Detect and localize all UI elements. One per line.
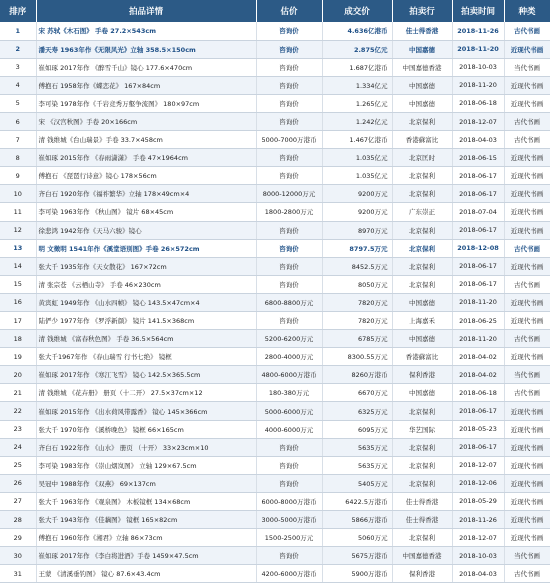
cell-auction-house: 北京保利 (392, 474, 452, 492)
cell-category: 近现代书画 (504, 167, 550, 185)
cell-estimate: 1500-2500万元 (256, 529, 322, 547)
table-row (0, 94, 550, 112)
cell-rank: 16 (0, 293, 36, 311)
cell-auction-house: 北京保利 (392, 456, 452, 474)
cell-category: 近现代书画 (504, 312, 550, 330)
cell-auction-date: 2018-11-20 (452, 293, 504, 311)
cell-category: 古代书画 (504, 239, 550, 257)
table-row (0, 438, 550, 456)
cell-auction-date: 2018-11-26 (452, 22, 504, 40)
cell-auction-house: 华艺国际 (392, 420, 452, 438)
cell-auction-date: 2018-12-07 (452, 529, 504, 547)
cell-auction-house: 北京保利 (392, 185, 452, 203)
header-price: 成交价 (322, 0, 392, 22)
cell-estimate: 咨询价 (256, 76, 322, 94)
cell-detail: 张大千 1963年作 《观泉图》 木板镜框 134×68cm (36, 492, 256, 510)
cell-rank: 4 (0, 76, 36, 94)
cell-rank: 3 (0, 58, 36, 76)
cell-detail: 张大千 1935年作《天女散花》 167×72cm (36, 257, 256, 275)
cell-estimate: 8000-12000万元 (256, 185, 322, 203)
cell-auction-date: 2018-04-03 (452, 131, 504, 149)
cell-price: 8300.55万元 (322, 348, 392, 366)
cell-price: 2.875亿元 (322, 40, 392, 58)
table-row (0, 58, 550, 76)
table-row (0, 565, 550, 583)
cell-category: 近现代书画 (504, 257, 550, 275)
header-estimate: 估价 (256, 0, 322, 22)
cell-estimate: 咨询价 (256, 275, 322, 293)
header-auction-house: 拍卖行 (392, 0, 452, 22)
cell-rank: 18 (0, 330, 36, 348)
cell-estimate: 4000-6000万元 (256, 420, 322, 438)
cell-price: 6422.5万港币 (322, 492, 392, 510)
cell-category: 当代书画 (504, 366, 550, 384)
cell-estimate: 咨询价 (256, 149, 322, 167)
cell-category: 近现代书画 (504, 474, 550, 492)
cell-auction-house: 北京保利 (392, 402, 452, 420)
cell-price: 5635万元 (322, 438, 392, 456)
header-row (0, 0, 550, 22)
cell-auction-house: 中国嘉德 (392, 293, 452, 311)
cell-estimate: 6800-8800万元 (256, 293, 322, 311)
cell-detail: 黄宾虹 1949年作 《山水四帧》 镜心 143.5×47cm×4 (36, 293, 256, 311)
cell-rank: 28 (0, 511, 36, 529)
cell-auction-house: 保利香港 (392, 565, 452, 583)
cell-estimate: 咨询价 (256, 221, 322, 239)
cell-rank: 21 (0, 384, 36, 402)
cell-auction-date: 2018-12-08 (452, 239, 504, 257)
cell-rank: 2 (0, 40, 36, 58)
cell-auction-house: 中国嘉德 (392, 76, 452, 94)
table-row (0, 203, 550, 221)
cell-estimate: 咨询价 (256, 58, 322, 76)
cell-auction-date: 2018-11-26 (452, 511, 504, 529)
cell-estimate: 咨询价 (256, 239, 322, 257)
table-row (0, 149, 550, 167)
cell-auction-date: 2018-05-23 (452, 420, 504, 438)
cell-rank: 13 (0, 239, 36, 257)
cell-detail: 明 文徵明 1541年作《溪堂语別图》手卷 26×572cm (36, 239, 256, 257)
cell-estimate: 咨询价 (256, 456, 322, 474)
cell-auction-date: 2018-11-20 (452, 76, 504, 94)
cell-auction-date: 2018-06-17 (452, 185, 504, 203)
cell-rank: 7 (0, 131, 36, 149)
table-row (0, 257, 550, 275)
cell-auction-house: 北京保利 (392, 257, 452, 275)
cell-category: 近现代书画 (504, 456, 550, 474)
table-header (0, 0, 550, 22)
cell-detail: 傅抱石 1958年作《蝶恋花》 167×84cm (36, 76, 256, 94)
cell-price: 5866万港币 (322, 511, 392, 529)
cell-detail: 崔如琢 2015年作 《出水荷风带露香》 镜心 145×366cm (36, 402, 256, 420)
cell-auction-date: 2018-10-03 (452, 547, 504, 565)
cell-category: 近现代书画 (504, 492, 550, 510)
cell-auction-date: 2018-06-25 (452, 312, 504, 330)
cell-detail: 宋 《汉宫秋图》手卷 20×166cm (36, 112, 256, 130)
cell-detail: 清 张宗苍 《云栖山寺》 手卷 46×230cm (36, 275, 256, 293)
cell-rank: 5 (0, 94, 36, 112)
cell-auction-house: 中国嘉德 (392, 384, 452, 402)
cell-estimate: 180-380万元 (256, 384, 322, 402)
cell-price: 8050万元 (322, 275, 392, 293)
cell-price: 8260万港币 (322, 366, 392, 384)
cell-category: 近现代书画 (504, 203, 550, 221)
cell-detail: 傅抱石 1960年作《湘君》立轴 86×73cm (36, 529, 256, 547)
table-row (0, 275, 550, 293)
cell-price: 6325万元 (322, 402, 392, 420)
cell-price: 9200万元 (322, 203, 392, 221)
cell-auction-house: 佳士得香港 (392, 492, 452, 510)
cell-detail: 潘天寿 1963年作《无限风光》立轴 358.5×150cm (36, 40, 256, 58)
cell-auction-date: 2018-12-06 (452, 474, 504, 492)
cell-price: 8452.5万元 (322, 257, 392, 275)
cell-auction-house: 保利香港 (392, 366, 452, 384)
cell-detail: 崔如琢 2015年作 《春雨潇潇》 手卷 47×1964cm (36, 149, 256, 167)
cell-auction-house: 香港蘇富比 (392, 131, 452, 149)
table-row (0, 239, 550, 257)
cell-auction-house: 香港蘇富比 (392, 348, 452, 366)
table-row (0, 112, 550, 130)
cell-detail: 宋 苏轼《木石图》 手卷 27.2×543cm (36, 22, 256, 40)
cell-category: 古代书画 (504, 112, 550, 130)
cell-auction-date: 2018-04-02 (452, 348, 504, 366)
header-rank: 排序 (0, 0, 36, 22)
cell-auction-house: 北京保利 (392, 438, 452, 456)
cell-price: 1.467亿港币 (322, 131, 392, 149)
cell-price: 6095万元 (322, 420, 392, 438)
cell-category: 古代书画 (504, 384, 550, 402)
table-row (0, 384, 550, 402)
table-row (0, 402, 550, 420)
cell-estimate: 4800-6000万港币 (256, 366, 322, 384)
cell-category: 近现代书画 (504, 94, 550, 112)
header-auction-date: 拍卖时间 (452, 0, 504, 22)
header-detail: 拍品详情 (36, 0, 256, 22)
cell-category: 古代书画 (504, 131, 550, 149)
cell-auction-date: 2018-06-15 (452, 149, 504, 167)
cell-auction-date: 2018-04-02 (452, 366, 504, 384)
cell-estimate: 2800-4000万元 (256, 348, 322, 366)
cell-price: 6785万元 (322, 330, 392, 348)
cell-category: 近现代书画 (504, 511, 550, 529)
table-row (0, 511, 550, 529)
cell-detail: 清 钱维城 《富春秋色图》 手卷 36.5×564cm (36, 330, 256, 348)
table-body (0, 22, 550, 583)
cell-category: 近现代书画 (504, 348, 550, 366)
cell-price: 5900万港币 (322, 565, 392, 583)
cell-detail: 崔如琢 2017年作 《李白将进酒》手卷 1459×47.5cm (36, 547, 256, 565)
cell-auction-house: 佳士得香港 (392, 22, 452, 40)
cell-price: 8970万元 (322, 221, 392, 239)
cell-price: 4.636亿港币 (322, 22, 392, 40)
cell-detail: 齐白石 1922年作 《山水》 册页 （十开） 33×23cm×10 (36, 438, 256, 456)
cell-price: 1.035亿元 (322, 149, 392, 167)
cell-category: 近现代书画 (504, 149, 550, 167)
cell-detail: 陆俨少 1977年作 《罗浮新颜》 镜片 141.5×368cm (36, 312, 256, 330)
cell-detail: 傅抱石 《琵琶行诗意》镜心 178×56cm (36, 167, 256, 185)
cell-rank: 27 (0, 492, 36, 510)
cell-rank: 22 (0, 402, 36, 420)
cell-auction-date: 2018-11-20 (452, 330, 504, 348)
table-row (0, 420, 550, 438)
cell-rank: 11 (0, 203, 36, 221)
cell-rank: 31 (0, 565, 36, 583)
table-row (0, 131, 550, 149)
cell-estimate: 6000-8000万港币 (256, 492, 322, 510)
cell-rank: 29 (0, 529, 36, 547)
cell-rank: 19 (0, 348, 36, 366)
cell-auction-house: 北京保利 (392, 221, 452, 239)
cell-price: 5635万元 (322, 456, 392, 474)
cell-price: 1.035亿元 (322, 167, 392, 185)
cell-auction-date: 2018-12-07 (452, 456, 504, 474)
cell-auction-house: 北京匡时 (392, 149, 452, 167)
cell-category: 近现代书画 (504, 40, 550, 58)
cell-auction-date: 2018-06-18 (452, 384, 504, 402)
cell-category: 近现代书画 (504, 185, 550, 203)
cell-auction-house: 北京保利 (392, 239, 452, 257)
cell-price: 5060万元 (322, 529, 392, 547)
cell-rank: 15 (0, 275, 36, 293)
table-row (0, 167, 550, 185)
cell-rank: 17 (0, 312, 36, 330)
cell-rank: 24 (0, 438, 36, 456)
cell-detail: 李可染 1983年作 《崇山烟岚图》 立轴 129×67.5cm (36, 456, 256, 474)
cell-auction-date: 2018-07-04 (452, 203, 504, 221)
cell-auction-house: 北京保利 (392, 529, 452, 547)
cell-detail: 张大千1967年作 《春山瑞雪 行书七绝》 镜框 (36, 348, 256, 366)
cell-detail: 吴冠中 1988年作 《双燕》 69×137cm (36, 474, 256, 492)
table-row (0, 456, 550, 474)
cell-auction-house: 中国嘉德 (392, 40, 452, 58)
cell-estimate: 咨询价 (256, 167, 322, 185)
cell-auction-house: 中国嘉德香港 (392, 547, 452, 565)
cell-detail: 李可染 1963年作 《秋山图》 镜片 68×45cm (36, 203, 256, 221)
cell-rank: 10 (0, 185, 36, 203)
cell-detail: 李可染 1978年作《千岩竞秀万壑争流图》 180×97cm (36, 94, 256, 112)
cell-category: 近现代书画 (504, 420, 550, 438)
cell-price: 5405万元 (322, 474, 392, 492)
cell-auction-house: 中国嘉德 (392, 94, 452, 112)
header-category: 种类 (504, 0, 550, 22)
cell-rank: 6 (0, 112, 36, 130)
cell-auction-date: 2018-06-18 (452, 94, 504, 112)
cell-detail: 张大千 1970年作 《溪桥晚色》 镜框 66×165cm (36, 420, 256, 438)
cell-estimate: 4200-6000万港币 (256, 565, 322, 583)
cell-category: 古代书画 (504, 275, 550, 293)
table-row (0, 293, 550, 311)
cell-estimate: 咨询价 (256, 547, 322, 565)
table-row (0, 76, 550, 94)
cell-category: 近现代书画 (504, 76, 550, 94)
table-row (0, 330, 550, 348)
cell-detail: 王蒙 《清溪垂钓图》 镜心 87.6×43.4cm (36, 565, 256, 583)
cell-price: 7820万元 (322, 312, 392, 330)
cell-detail: 崔如琢 2017年作 《寒江飞雪》 镜心 142.5×365.5cm (36, 366, 256, 384)
cell-auction-date: 2018-06-17 (452, 257, 504, 275)
cell-detail: 齐白石 1920年作《福祚繁华》立轴 178×49cm×4 (36, 185, 256, 203)
cell-auction-house: 中国嘉德 (392, 330, 452, 348)
cell-rank: 9 (0, 167, 36, 185)
cell-auction-date: 2018-12-07 (452, 112, 504, 130)
cell-auction-date: 2018-10-03 (452, 58, 504, 76)
cell-price: 1.334亿元 (322, 76, 392, 94)
cell-detail: 张大千 1943年作 《佳藕图》 镜框 165×82cm (36, 511, 256, 529)
cell-category: 古代书画 (504, 22, 550, 40)
cell-auction-date: 2018-11-20 (452, 40, 504, 58)
cell-auction-date: 2018-06-17 (452, 167, 504, 185)
table-row (0, 22, 550, 40)
cell-estimate: 咨询价 (256, 40, 322, 58)
cell-estimate: 咨询价 (256, 438, 322, 456)
cell-price: 1.242亿元 (322, 112, 392, 130)
cell-detail: 清 钱维城《台山瑞景》手卷 33.7×458cm (36, 131, 256, 149)
table-row (0, 547, 550, 565)
cell-estimate: 5000-7000万港币 (256, 131, 322, 149)
cell-estimate: 1800-2800万元 (256, 203, 322, 221)
cell-price: 9200万元 (322, 185, 392, 203)
cell-auction-house: 北京保利 (392, 275, 452, 293)
cell-estimate: 咨询价 (256, 22, 322, 40)
cell-rank: 25 (0, 456, 36, 474)
cell-estimate: 咨询价 (256, 257, 322, 275)
cell-estimate: 5200-6200万元 (256, 330, 322, 348)
cell-auction-house: 广东崇正 (392, 203, 452, 221)
table-row (0, 185, 550, 203)
cell-auction-house: 北京保利 (392, 167, 452, 185)
cell-auction-house: 北京保利 (392, 112, 452, 130)
cell-estimate: 咨询价 (256, 94, 322, 112)
cell-auction-date: 2018-06-17 (452, 275, 504, 293)
cell-price: 1.265亿元 (322, 94, 392, 112)
cell-price: 8797.5万元 (322, 239, 392, 257)
cell-estimate: 5000-6000万元 (256, 402, 322, 420)
table-row (0, 492, 550, 510)
cell-rank: 12 (0, 221, 36, 239)
cell-category: 近现代书画 (504, 438, 550, 456)
cell-price: 6670万元 (322, 384, 392, 402)
cell-category: 近现代书画 (504, 293, 550, 311)
cell-rank: 30 (0, 547, 36, 565)
cell-estimate: 3000-5000万港币 (256, 511, 322, 529)
cell-rank: 8 (0, 149, 36, 167)
table-row (0, 348, 550, 366)
cell-auction-date: 2018-06-17 (452, 402, 504, 420)
cell-rank: 14 (0, 257, 36, 275)
table-row (0, 474, 550, 492)
table-row (0, 529, 550, 547)
cell-category: 古代书画 (504, 565, 550, 583)
cell-category: 古代书画 (504, 330, 550, 348)
table-row (0, 366, 550, 384)
cell-auction-house: 佳士得香港 (392, 511, 452, 529)
cell-detail: 徐悲鸿 1942年作《天马六骏》镜心 (36, 221, 256, 239)
table-row (0, 221, 550, 239)
cell-estimate: 咨询价 (256, 112, 322, 130)
cell-category: 当代书画 (504, 58, 550, 76)
cell-category: 近现代书画 (504, 529, 550, 547)
cell-rank: 26 (0, 474, 36, 492)
table-row (0, 312, 550, 330)
cell-rank: 23 (0, 420, 36, 438)
cell-price: 5675万港币 (322, 547, 392, 565)
cell-rank: 20 (0, 366, 36, 384)
cell-auction-date: 2018-05-29 (452, 492, 504, 510)
cell-detail: 崔如琢 2017年作 《醉雪千山》镜心 177.6×470cm (36, 58, 256, 76)
cell-auction-date: 2018-04-03 (452, 565, 504, 583)
cell-auction-date: 2018-06-17 (452, 221, 504, 239)
cell-category: 当代书画 (504, 547, 550, 565)
cell-estimate: 咨询价 (256, 312, 322, 330)
cell-price: 1.687亿港币 (322, 58, 392, 76)
cell-detail: 清 钱维城 《花卉册》 册页（十二开） 27.5×37cm×12 (36, 384, 256, 402)
cell-category: 近现代书画 (504, 221, 550, 239)
cell-category: 近现代书画 (504, 402, 550, 420)
cell-price: 7820万元 (322, 293, 392, 311)
table-row (0, 40, 550, 58)
cell-auction-house: 中国嘉德香港 (392, 58, 452, 76)
cell-auction-house: 上海嘉禾 (392, 312, 452, 330)
cell-estimate: 咨询价 (256, 474, 322, 492)
cell-rank: 1 (0, 22, 36, 40)
cell-auction-date: 2018-06-17 (452, 438, 504, 456)
